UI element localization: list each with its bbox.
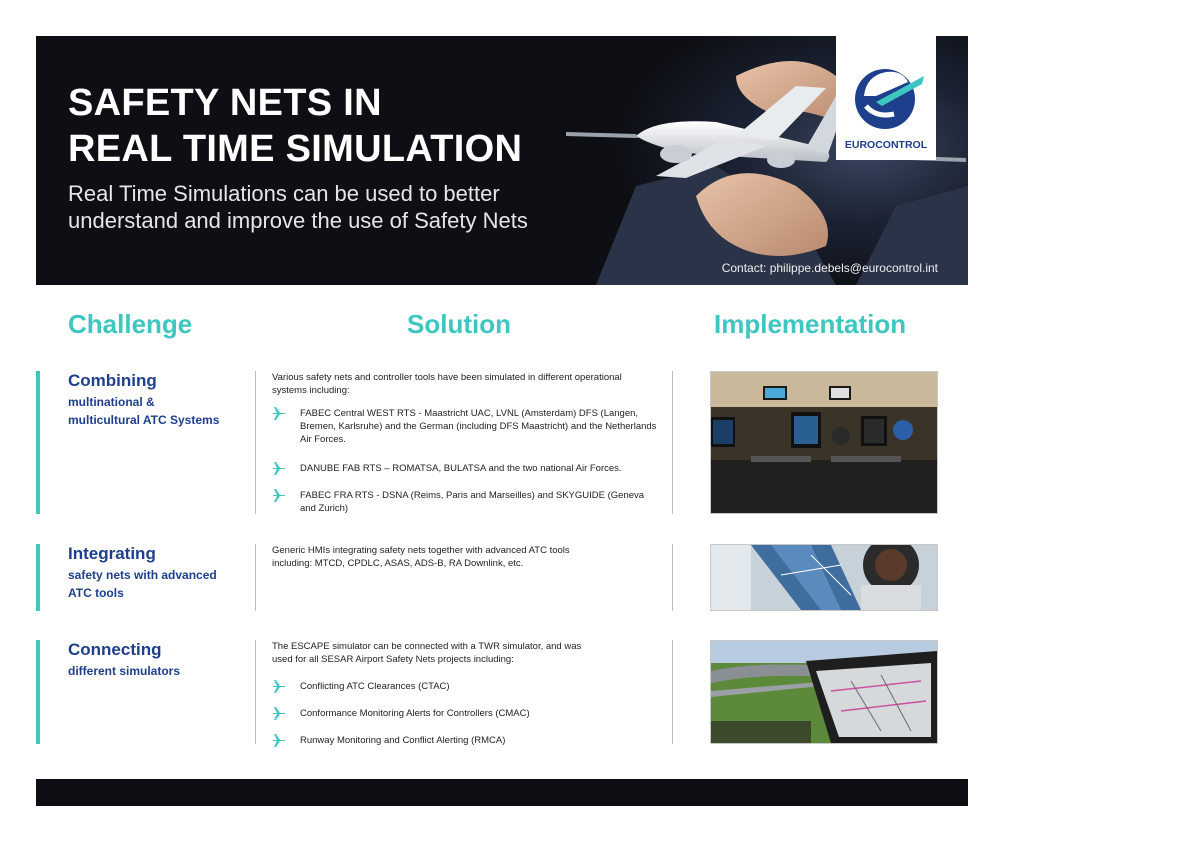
- logo-text: EUROCONTROL: [844, 139, 928, 151]
- page-title: [68, 80, 522, 172]
- row-combining: [36, 371, 936, 514]
- solution-bullet: [272, 734, 652, 748]
- tower-simulator-photo: [710, 640, 938, 744]
- tower-simulator-image: [711, 641, 937, 743]
- solution-bullet: [272, 407, 657, 447]
- eurocontrol-logo: [836, 36, 936, 160]
- row-title: Integrating: [68, 544, 156, 563]
- airplane-bullet-icon: [272, 680, 286, 693]
- airplane-bullet-icon: [272, 407, 286, 420]
- bullet-text: Conflicting ATC Clearances (CTAC): [300, 681, 450, 692]
- column-heading-challenge: Challenge: [68, 309, 193, 339]
- row-subtitle: safety nets with advanced ATC tools: [68, 568, 217, 600]
- row-subtitle: different simulators: [68, 664, 181, 678]
- subtitle-line-1: Real Time Simulations can be used to better: [68, 181, 500, 206]
- airplane-bullet-icon: [272, 462, 286, 475]
- radar-screen-photo: [710, 544, 938, 611]
- radar-screen-image: [711, 545, 937, 610]
- control-room-image: [711, 372, 937, 513]
- row-connecting: [36, 640, 936, 744]
- bullet-text: FABEC Central WEST RTS - Maastricht UAC, LVNL (Amsterdam) DFS (Langen, Bremen, Karlsruhe) and the German (including DFS Maastricht) and the Netherlands Air Forces.: [300, 408, 657, 445]
- footer-bar: [36, 779, 968, 806]
- airplane-bullet-icon: [272, 734, 286, 747]
- row-title: Combining: [68, 371, 157, 390]
- column-heading-solution: Solution: [407, 309, 511, 339]
- column-divider: [672, 544, 673, 611]
- column-divider: [672, 371, 673, 514]
- bullet-text: FABEC FRA RTS - DSNA (Reims, Paris and Marseilles) and SKYGUIDE (Geneva and Zurich): [300, 490, 645, 514]
- solution-intro: The ESCAPE simulator can be connected with a TWR simulator, and was used for all SESAR Airport Safety Nets projects including:: [272, 641, 582, 665]
- column-heading-implementation: Implementation: [714, 309, 907, 339]
- row-integrating: [36, 544, 936, 611]
- title-line-1: SAFETY NETS IN: [68, 82, 382, 124]
- row-title: Connecting: [68, 640, 162, 659]
- solution-bullet: [272, 489, 652, 517]
- contact-email: Contact: philippe.debels@eurocontrol.int: [721, 261, 938, 275]
- airplane-bullet-icon: [272, 707, 286, 720]
- solution-bullet: [272, 680, 652, 694]
- title-line-2: REAL TIME SIMULATION: [68, 128, 523, 170]
- solution-bullet: [272, 707, 652, 721]
- subtitle-line-2: understand and improve the use of Safety Nets: [68, 208, 528, 233]
- column-divider: [255, 640, 256, 744]
- row-accent-bar: [36, 640, 40, 744]
- bullet-text: Runway Monitoring and Conflict Alerting (RMCA): [300, 735, 506, 746]
- row-subtitle: multinational & multicultural ATC Systems: [68, 395, 220, 427]
- airplane-bullet-icon: [272, 489, 286, 502]
- row-accent-bar: [36, 371, 40, 514]
- solution-intro: Generic HMIs integrating safety nets together with advanced ATC tools including: MTCD, CPDLC, ASAS, ADS-B, RA Downlink, etc.: [272, 545, 570, 569]
- page-subtitle: [68, 180, 588, 234]
- eurocontrol-emblem-icon: [836, 36, 936, 136]
- column-divider: [255, 544, 256, 611]
- row-accent-bar: [36, 544, 40, 611]
- solution-bullet: [272, 462, 652, 476]
- bullet-text: Conformance Monitoring Alerts for Controllers (CMAC): [300, 708, 530, 719]
- column-divider: [255, 371, 256, 514]
- column-divider: [672, 640, 673, 744]
- solution-intro: Various safety nets and controller tools have been simulated in different operational systems including:: [272, 372, 622, 396]
- bullet-text: DANUBE FAB RTS – ROMATSA, BULATSA and the two national Air Forces.: [300, 463, 622, 474]
- header-banner: [36, 36, 968, 285]
- control-room-photo: [710, 371, 938, 514]
